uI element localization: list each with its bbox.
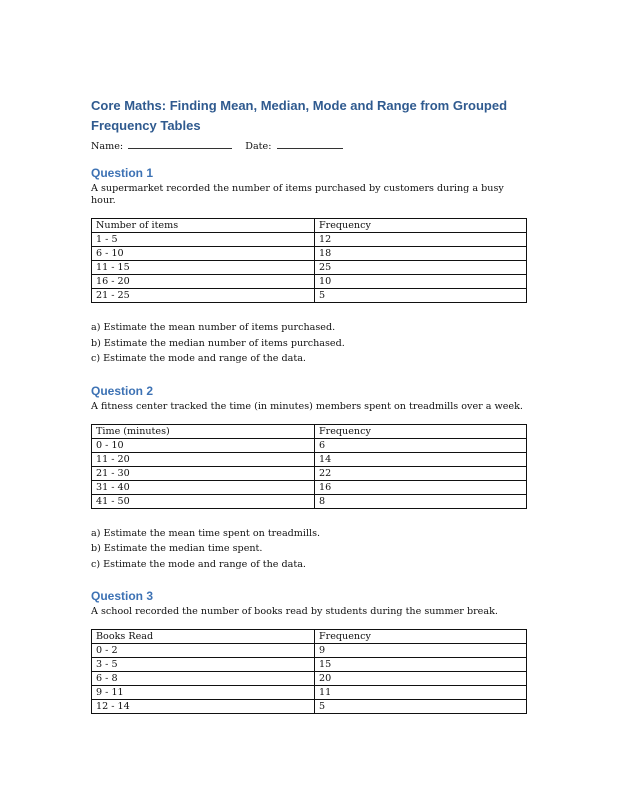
- frequency-cell: 22: [315, 466, 527, 480]
- frequency-cell: 18: [315, 247, 527, 261]
- table-row: [92, 466, 527, 480]
- name-date-line: [91, 139, 527, 153]
- name-label: Name:: [91, 141, 124, 152]
- column-header: Number of items: [92, 219, 315, 233]
- worksheet-title: Core Maths: Finding Mean, Median, Mode and Range from Grouped Frequency Tables: [91, 98, 508, 133]
- class-interval-cell: 12 - 14: [92, 700, 315, 714]
- frequency-cell: 6: [315, 438, 527, 452]
- class-interval-cell: 41 - 50: [92, 494, 315, 508]
- frequency-cell: 12: [315, 233, 527, 247]
- question-text: A fitness center tracked the time (in minutes) members spent on treadmills over a week.: [91, 400, 523, 412]
- table-row: [92, 452, 527, 466]
- table-row: [92, 494, 527, 508]
- question-heading: Question 3: [91, 589, 154, 603]
- table-row: [92, 438, 527, 452]
- table-row: [92, 700, 527, 714]
- table-row: [92, 289, 527, 303]
- column-header: Frequency: [315, 219, 527, 233]
- table-row: [92, 480, 527, 494]
- question-heading: Question 1: [91, 166, 154, 180]
- class-interval-cell: 3 - 5: [92, 658, 315, 672]
- question-1: [91, 166, 527, 367]
- class-interval-cell: 9 - 11: [92, 686, 315, 700]
- frequency-cell: 25: [315, 261, 527, 275]
- question-part: b) Estimate the median time spent.: [91, 543, 263, 554]
- question-part: a) Estimate the mean number of items purchased.: [91, 322, 336, 333]
- question-part: c) Estimate the mode and range of the data.: [91, 353, 306, 364]
- table-row: [92, 247, 527, 261]
- frequency-cell: 20: [315, 672, 527, 686]
- class-interval-cell: 21 - 30: [92, 466, 315, 480]
- question-3: [91, 589, 527, 714]
- table-row: [92, 686, 527, 700]
- class-interval-cell: 1 - 5: [92, 233, 315, 247]
- class-interval-cell: 21 - 25: [92, 289, 315, 303]
- class-interval-cell: 0 - 2: [92, 644, 315, 658]
- questions-list: [91, 166, 527, 714]
- frequency-cell: 8: [315, 494, 527, 508]
- question-text: A supermarket recorded the number of items purchased by customers during a busy hour.: [91, 183, 504, 206]
- table-header-row: [92, 424, 527, 438]
- class-interval-cell: 16 - 20: [92, 275, 315, 289]
- question-part: a) Estimate the mean time spent on treadmills.: [91, 527, 321, 539]
- table-row: [92, 233, 527, 247]
- name-blank[interactable]: [128, 139, 232, 149]
- frequency-cell: 16: [315, 480, 527, 494]
- table-row: [92, 261, 527, 275]
- question-heading: Question 2: [91, 383, 154, 398]
- table-row: [92, 672, 527, 686]
- frequency-cell: 10: [315, 275, 527, 289]
- frequency-cell: 5: [315, 700, 527, 714]
- date-blank[interactable]: [277, 139, 343, 149]
- class-interval-cell: 31 - 40: [92, 480, 315, 494]
- frequency-table: [91, 424, 527, 509]
- class-interval-cell: 6 - 10: [92, 247, 315, 261]
- frequency-cell: 5: [315, 289, 527, 303]
- table-row: [92, 658, 527, 672]
- class-interval-cell: 11 - 20: [92, 452, 315, 466]
- table-header-row: [92, 219, 527, 233]
- class-interval-cell: 6 - 8: [92, 672, 315, 686]
- column-header: Frequency: [315, 424, 527, 438]
- table-header-row: [92, 630, 527, 644]
- table-row: [92, 644, 527, 658]
- class-interval-cell: 11 - 15: [92, 261, 315, 275]
- column-header: Frequency: [315, 630, 527, 644]
- frequency-table: [91, 218, 527, 303]
- column-header: Books Read: [92, 630, 315, 644]
- frequency-cell: 11: [315, 686, 527, 700]
- question-text: A school recorded the number of books read by students during the summer break.: [91, 606, 498, 617]
- worksheet-content: [91, 96, 527, 714]
- table-row: [92, 275, 527, 289]
- frequency-cell: 9: [315, 644, 527, 658]
- question-parts: [91, 320, 527, 367]
- frequency-cell: 14: [315, 452, 527, 466]
- class-interval-cell: 0 - 10: [92, 438, 315, 452]
- question-parts: [91, 526, 527, 573]
- question-2: [91, 384, 527, 573]
- question-part: b) Estimate the median number of items purchased.: [91, 337, 345, 349]
- date-label: Date:: [245, 141, 272, 152]
- frequency-table: [91, 629, 527, 714]
- column-header: Time (minutes): [92, 424, 315, 438]
- frequency-cell: 15: [315, 658, 527, 672]
- question-part: c) Estimate the mode and range of the data.: [91, 558, 306, 570]
